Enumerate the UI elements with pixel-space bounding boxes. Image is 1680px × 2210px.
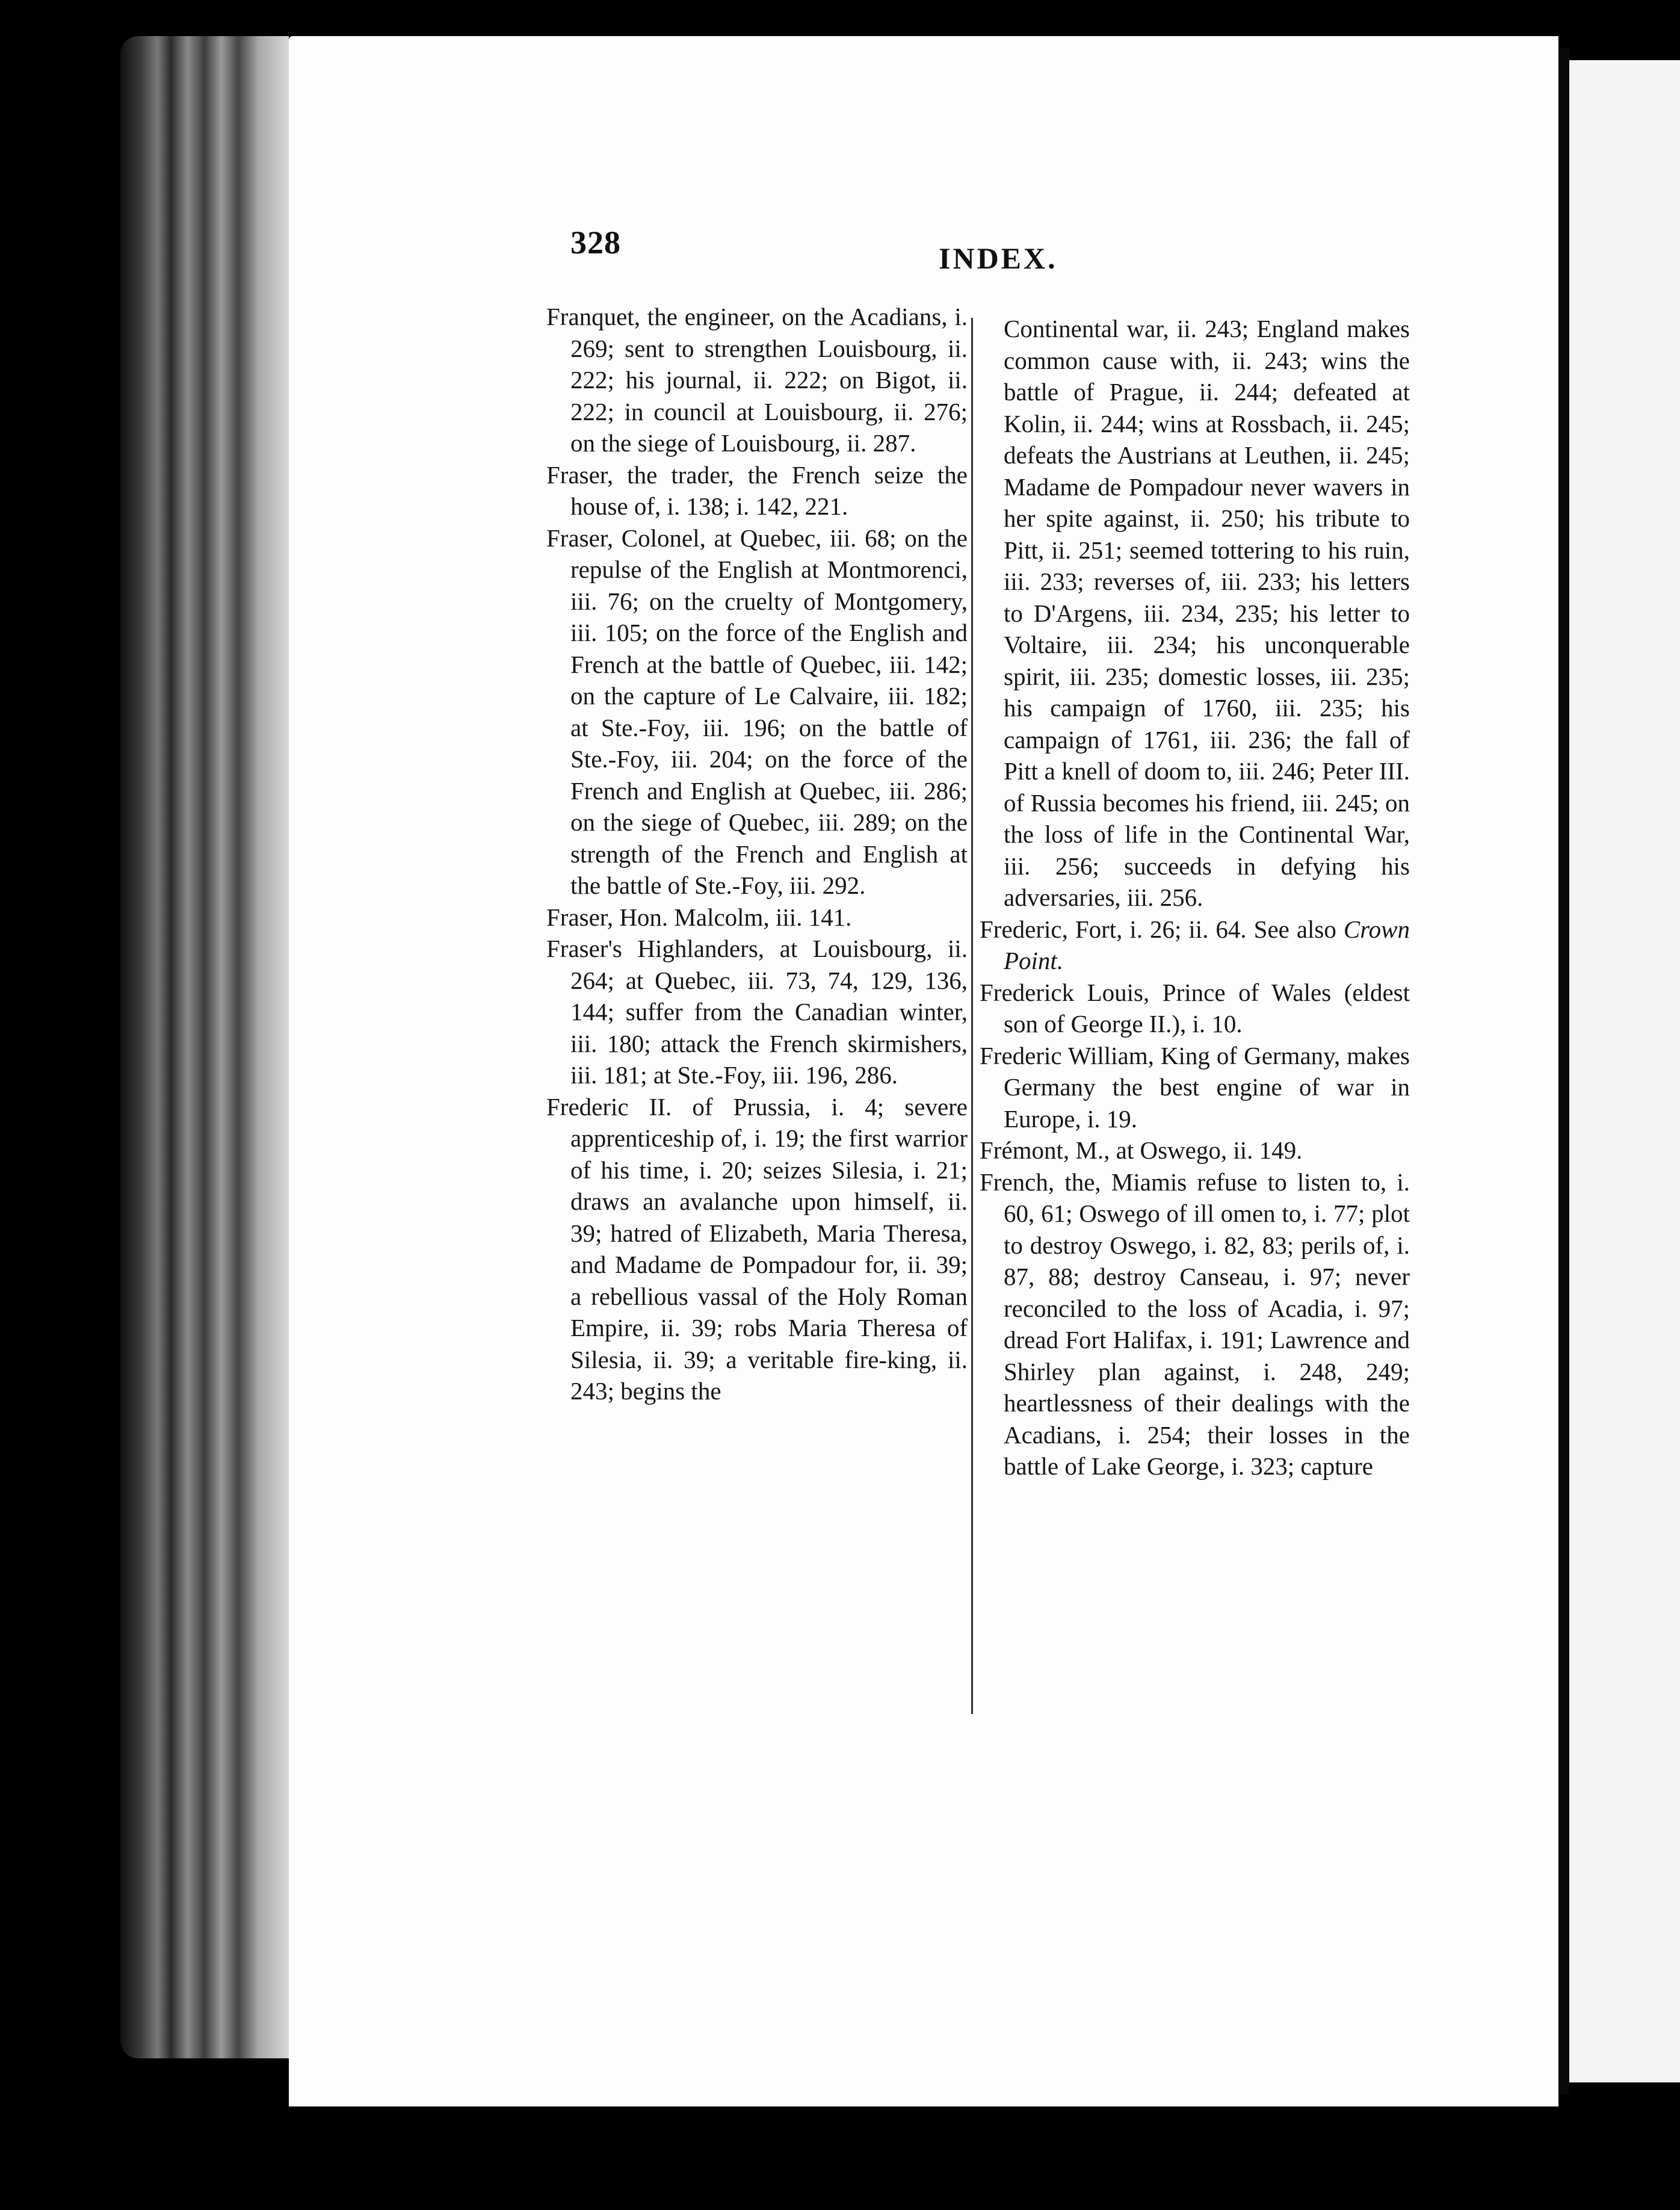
index-entry-frederick-louis: Frederick Louis, Prince of Wales (eldest son of George II.), i. 10.: [980, 978, 1410, 1038]
fort-frederic-text: Frederic, Fort, i. 26; ii. 64. See also: [980, 915, 1336, 943]
index-entry-fraser-colonel: Fraser, Colonel, at Quebec, iii. 68; on the repulse of the English at Montmorenci, iii. 76; on the cruelty of Montgomery, iii. 105; on the force of the English and French at the battle of Quebec, iii. 142; on the capture of Le Calvaire, iii. 182; at Ste.-Foy, iii. 196; on the battle of Ste.-Foy, iii. 204; on the force of the French and English at Quebec, iii. 286; on the siege of Quebec, iii. 289; on the strength of the French and English at the battle of Ste.-Foy, iii. 292.: [546, 524, 968, 899]
index-entry-frasers-highlanders: Fraser's Highlanders, at Louisbourg, ii. 264; at Quebec, iii. 73, 74, 129, 136, 144; suffer from the Canadian winter, iii. 180; attack the French skirmishers, iii. 181; at Ste.-Foy, iii. 196, 286.: [546, 935, 968, 1089]
page-title: INDEX.: [939, 241, 1058, 275]
index-column-right: [980, 313, 1410, 1482]
index-entry-frederic-ii: Frederic II. of Prussia, i. 4; severe apprenticeship of, i. 19; the first warrior of his time, i. 20; seizes Silesia, i. 21; draws an avalanche upon himself, ii. 39; hatred of Elizabeth, Maria Theresa, and Madame de Pompadour for, ii. 39; a rebellious vassal of the Holy Roman Empire, ii. 39; robs Maria Theresa of Silesia, ii. 39; a veritable fire-king, ii. 243; begins the: [546, 1092, 968, 1405]
index-entry-frederic-william: Frederic William, King of Germany, makes Germany the best engine of war in Europe, i. 19.: [980, 1041, 1410, 1133]
index-entry-franquet: Franquet, the engineer, on the Acadians, i. 269; sent to strengthen Louisbourg, ii. 222; his journal, ii. 222; on Bigot, ii. 222; in council at Louisbourg, ii. 276; on the siege of Louisbourg, ii. 287.: [546, 303, 968, 457]
column-divider: [971, 318, 973, 1714]
index-entry-french: French, the, Miamis refuse to listen to, i. 60, 61; Oswego of ill omen to, i. 77; plot to destroy Oswego, i. 82, 83; perils of, i. 87, 88; destroy Canseau, i. 97; never reconciled to the loss of Acadia, i. 97; dread Fort Halifax, i. 191; Lawrence and Shirley plan against, i. 248, 249; heartlessness of their dealings with the Acadians, i. 254; their losses in the battle of Lake George, i. 323; capture: [980, 1168, 1410, 1480]
index-entry-fraser-malcolm: Fraser, Hon. Malcolm, iii. 141.: [546, 903, 852, 931]
page-number: 328: [570, 224, 621, 261]
facing-page-edge: [1569, 60, 1680, 2082]
index-entry-fremont: Frémont, M., at Oswego, ii. 149.: [980, 1136, 1303, 1164]
page-gutter: [1558, 48, 1569, 2094]
index-entry-fort-frederic: [980, 914, 1410, 977]
see-also-reference: Crown Point.: [1004, 915, 1410, 974]
index-column-left: [546, 301, 968, 1407]
index-entry-frederic-ii-continued: Continental war, ii. 243; England makes common cause with, ii. 243; wins the battle of Prague, ii. 244; defeated at Kolin, ii. 244; wins at Rossbach, ii. 245; defeats the Austrians at Leuthen, ii. 245; Madame de Pompadour never wavers in her spite against, ii. 250; his tribute to Pitt, ii. 251; seemed tottering to his ruin, iii. 233; reverses of, iii. 233; his letters to D'Argens, iii. 234, 235; his letter to Voltaire, iii. 234; his unconquerable spirit, iii. 235; domestic losses, iii. 235; his campaign of 1760, iii. 235; his campaign of 1761, iii. 236; the fall of Pitt a knell of doom to, iii. 246; Peter III. of Russia becomes his friend, iii. 245; on the loss of life in the Continental War, iii. 256; succeeds in defying his adversaries, iii. 256.: [1004, 315, 1410, 911]
book-spine-edge: [120, 36, 289, 2058]
index-entry-fraser-trader: Fraser, the trader, the French seize the house of, i. 138; i. 142, 221.: [546, 460, 968, 520]
